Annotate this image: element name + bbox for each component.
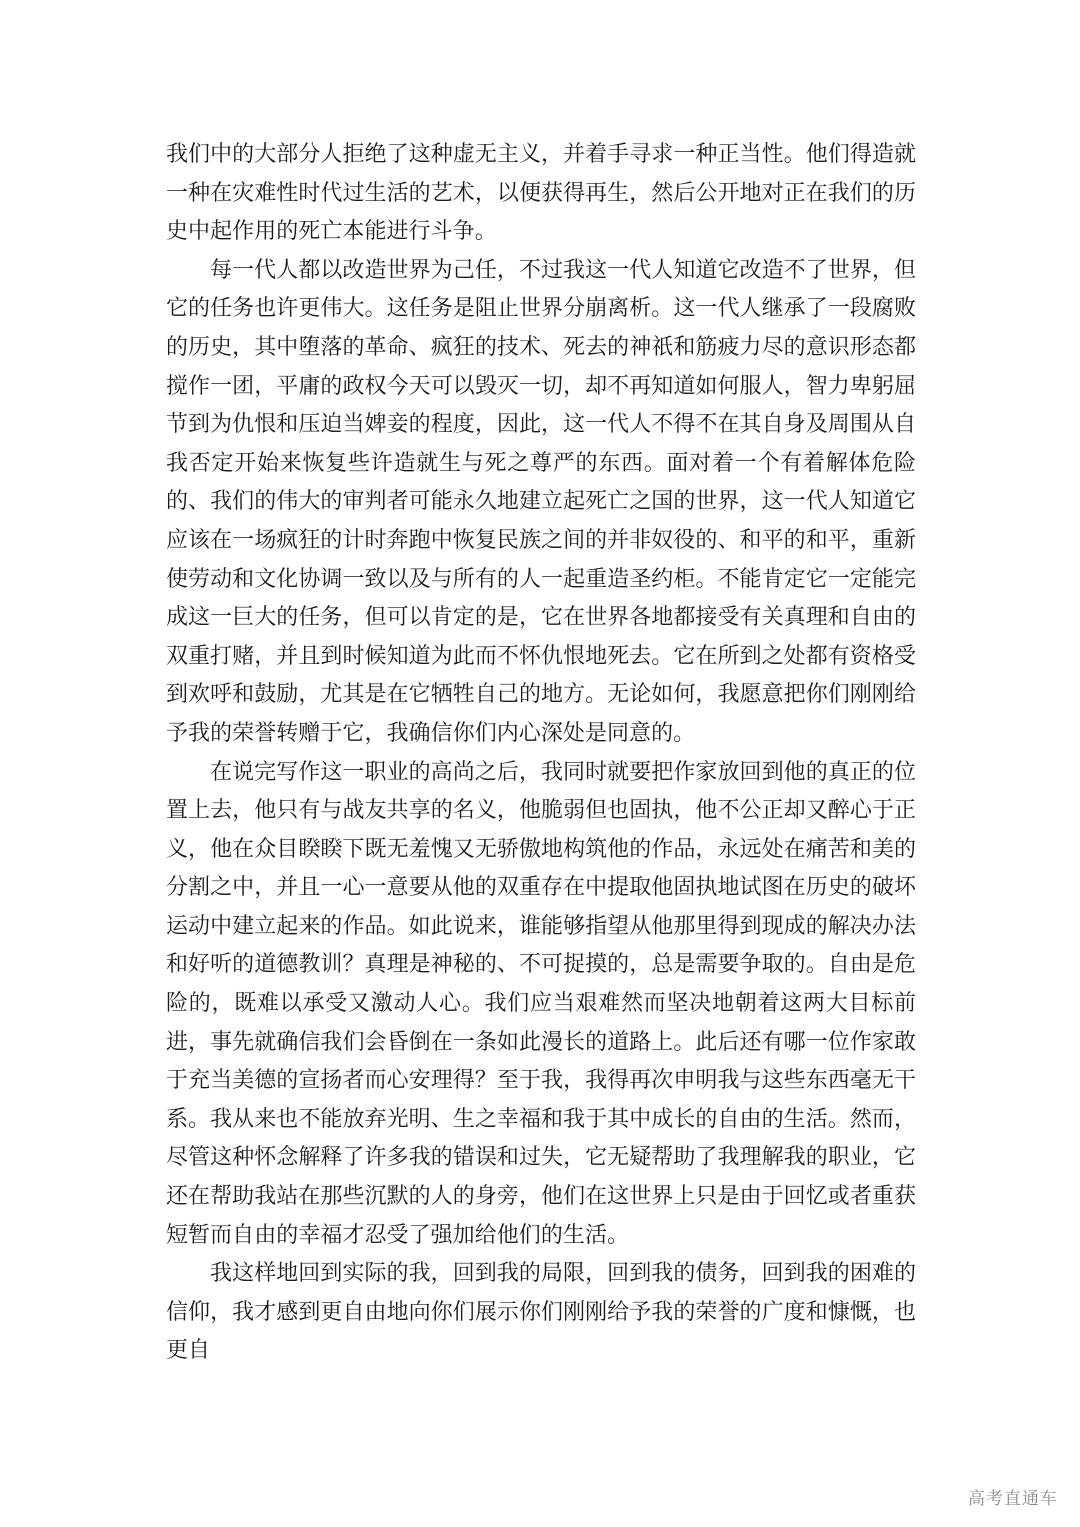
paragraph-1: 我们中的大部分人拒绝了这种虚无主义，并着手寻求一种正当性。他们得造就一种在灾难性时代过生活的艺术，以便获得再生，然后公开地对正在我们的历史中起作用的死亡本能进行斗争。 (166, 142, 916, 245)
paragraph-2: 每一代人都以改造世界为己任，不过我这一代人知道它改造不了世界，但它的任务也许更伟大。这任务是阻止世界分崩离析。这一代人继承了一段腐败的历史，其中堕落的革命、疯狂的技术、死去的神祇和筋疲力尽的意识形态都搅作一团，平庸的政权今天可以毁灭一切，却不再知道如何服人，智力卑躬屈节到为仇恨和压迫当婢妾的程度，因此，这一代人不得不在其自身及周围从自我否定开始来恢复些许造就生与死之尊严的东西。面对着一个有着解体危险的、我们的伟大的审判者可能永久地建立起死亡之国的世界，这一代人知道它应该在一场疯狂的计时奔跑中恢复民族之间的并非奴役的、和平的和平，重新使劳动和文化协调一致以及与所有的人一起重造圣约柜。不能肯定它一定能完成这一巨大的任务，但可以肯定的是，它在世界各地都接受有关真理和自由的双重打赌，并且到时候知道为此而不怀仇恨地死去。它在所到之处都有资格受到欢呼和鼓励，尤其是在它牺牲自己的地方。无论如何，我愿意把你们刚刚给予我的荣誉转赠于它，我确信你们内心深处是同意的。 (166, 257, 916, 746)
article-body (166, 136, 916, 1371)
paragraph-3: 在说完写作这一职业的高尚之后，我同时就要把作家放回到他的真正的位置上去，他只有与战友共享的名义，他脆弱但也固执，他不公正却又醉心于正义，他在众目睽睽下既无羞愧又无骄傲地构筑他的作品，永远处在痛苦和美的分割之中，并且一心一意要从他的双重存在中提取他固执地试图在历史的破坏运动中建立起来的作品。如此说来，谁能够指望从他那里得到现成的解决办法和好听的道德教训？真理是神秘的、不可捉摸的，总是需要争取的。自由是危险的，既难以承受又激动人心。我们应当艰难然而坚决地朝着这两大目标前进，事先就确信我们会昏倒在一条如此漫长的道路上。此后还有哪一位作家敢于充当美德的宣扬者而心安理得？至于我，我得再次申明我与这些东西毫无干系。我从来也不能放弃光明、生之幸福和我于其中成长的自由的生活。然而，尽管这种怀念解释了许多我的错误和过失，它无疑帮助了我理解我的职业，它还在帮助我站在那些沉默的人的身旁，他们在这世界上只是由于回忆或者重获短暂而自由的幸福才忍受了强加给他们的生活。 (166, 759, 916, 1248)
source-watermark: 高考直通车 (968, 1489, 1058, 1509)
paragraph-4: 我这样地回到实际的我，回到我的局限，回到我的债务，回到我的困难的信仰，我才感到更自由地向你们展示你们刚刚给予我的荣誉的广度和慷慨，也更自 (166, 1261, 916, 1364)
